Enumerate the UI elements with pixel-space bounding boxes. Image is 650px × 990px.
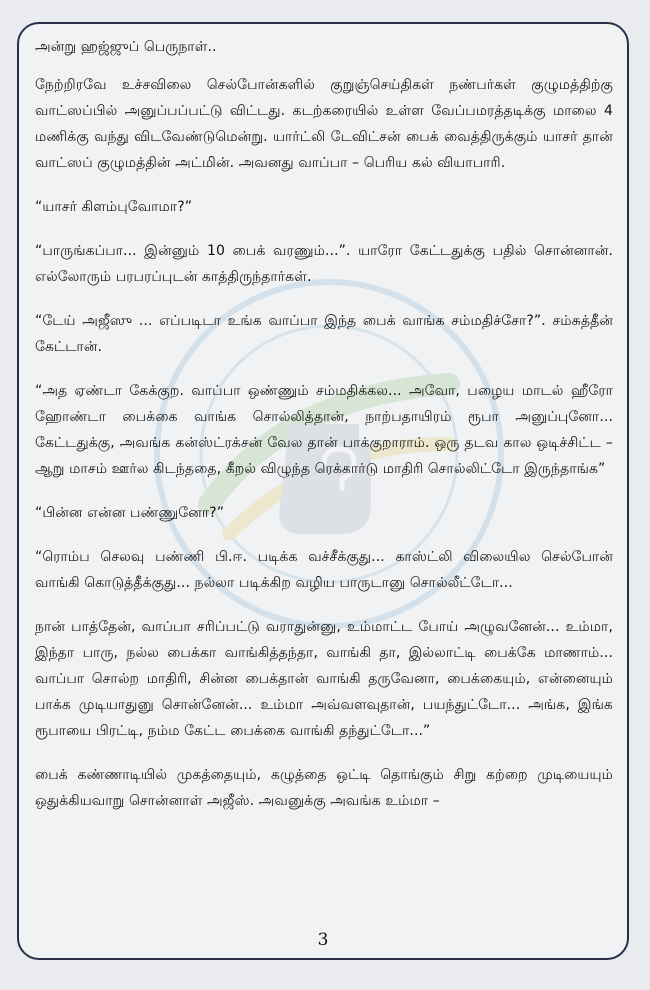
paragraph: “யாசர் கிளம்புவோமா?” (35, 199, 193, 215)
paragraph: நான் பாத்தேன், வாப்பா சரிப்பட்டு வராதுன்னு, உம்மாட்ட போய் அழுவனேன்... உம்மா, இந்தா பாரு, நல்ல பைக்கா வாங்கித்தந்தா, வாங்கி தா, இல்லாட்டி பைக்கே மாணாம்... வாப்பா சொல்ற மாதிரி, சின்ன பைக்தான் வாங்கி தருவேனா, பைக்கையும், என்னையும் பாக்க முடியாதுனு சொன்னேன்... உம்மா அவ்வளவுதான், பயந்துட்டோ... அங்க, இங்க ரூபாயை பிரட்டி, நம்ம கேட்ட பைக்கை வாங்கி தந்துட்டோ...” (35, 619, 613, 739)
paragraph: “ரொம்ப செலவு பண்ணி பி.ஈ. படிக்க வச்சீக்குது... காஸ்ட்லி விலையில செல்போன் வாங்கி கொடுத்தீக்குது... நல்லா படிக்கிற வழிய பாருடானு சொல்லீட்டோ... (35, 549, 613, 591)
page-number: 3 (317, 930, 329, 950)
paragraph: நேற்றிரவே உச்சவிலை செல்போன்களில் குறுஞ்செய்திகள் நண்பர்கள் குழுமத்திற்கு வாட்ஸப்பில் அனுப்பப்பட்டு விட்டது. கடற்கரையில் உள்ள வேப்பமரத்தடிக்கு மாலை 4 மணிக்கு வந்து விடவேண்டுமென்று. யார்ட்லி டேவிட்சன் பைக் வைத்திருக்கும் யாசர் தான் வாட்ஸப் குழுமத்தின் அட்மின். அவனது வாப்பா – பெரிய கல் வியாபாரி. (35, 77, 613, 171)
paragraph: “பாருங்கப்பா... இன்னும் 10 பைக் வரணும்...”. யாரோ கேட்டதுக்கு பதில் சொன்னான். எல்லோரும் பரபரப்புடன் காத்திருந்தார்கள். (35, 243, 613, 285)
paragraph: “அத ஏண்டா கேக்குற. வாப்பா ஒண்ணும் சம்மதிக்கல... அவோ, பழைய மாடல் ஹீரோ ஹோண்டா பைக்கை வாங்க சொல்லித்தான், நாற்பதாயிரம் ரூபா அனுப்புனோ... கேட்டதுக்கு, அவங்க கன்ஸ்ட்ரக்சன் வேல தான் பாக்குறாராம். ஒரு தடவ கால ஒடிச்சிட்ட – ஆறு மாசம் ஊர்ல கிடந்ததை, கீறல் விழுந்த ரெக்கார்டு மாதிரி சொல்லிட்டோ இருந்தாங்க” (35, 383, 613, 477)
page-frame (17, 22, 629, 960)
paragraph: “பின்ன என்ன பண்ணுனோ?” (35, 505, 225, 521)
paragraph-opening: அன்று ஹஜ்ஜுப் பெருநாள்.. (35, 39, 217, 55)
paragraph: “டேய் அஜீஸு ... எப்படிடா உங்க வாப்பா இந்த பைக் வாங்க சம்மதிச்சோ?”. சம்சுத்தீன் கேட்டான். (35, 313, 613, 355)
page-content (35, 34, 613, 832)
paragraph: பைக் கண்ணாடியில் முகத்தையும், கழுத்தை ஒட்டி தொங்கும் சிறு கற்றை முடியையும் ஒதுக்கியவாறு சொன்னாள் அஜீஸ். அவனுக்கு அவங்க உம்மா – (35, 767, 613, 809)
